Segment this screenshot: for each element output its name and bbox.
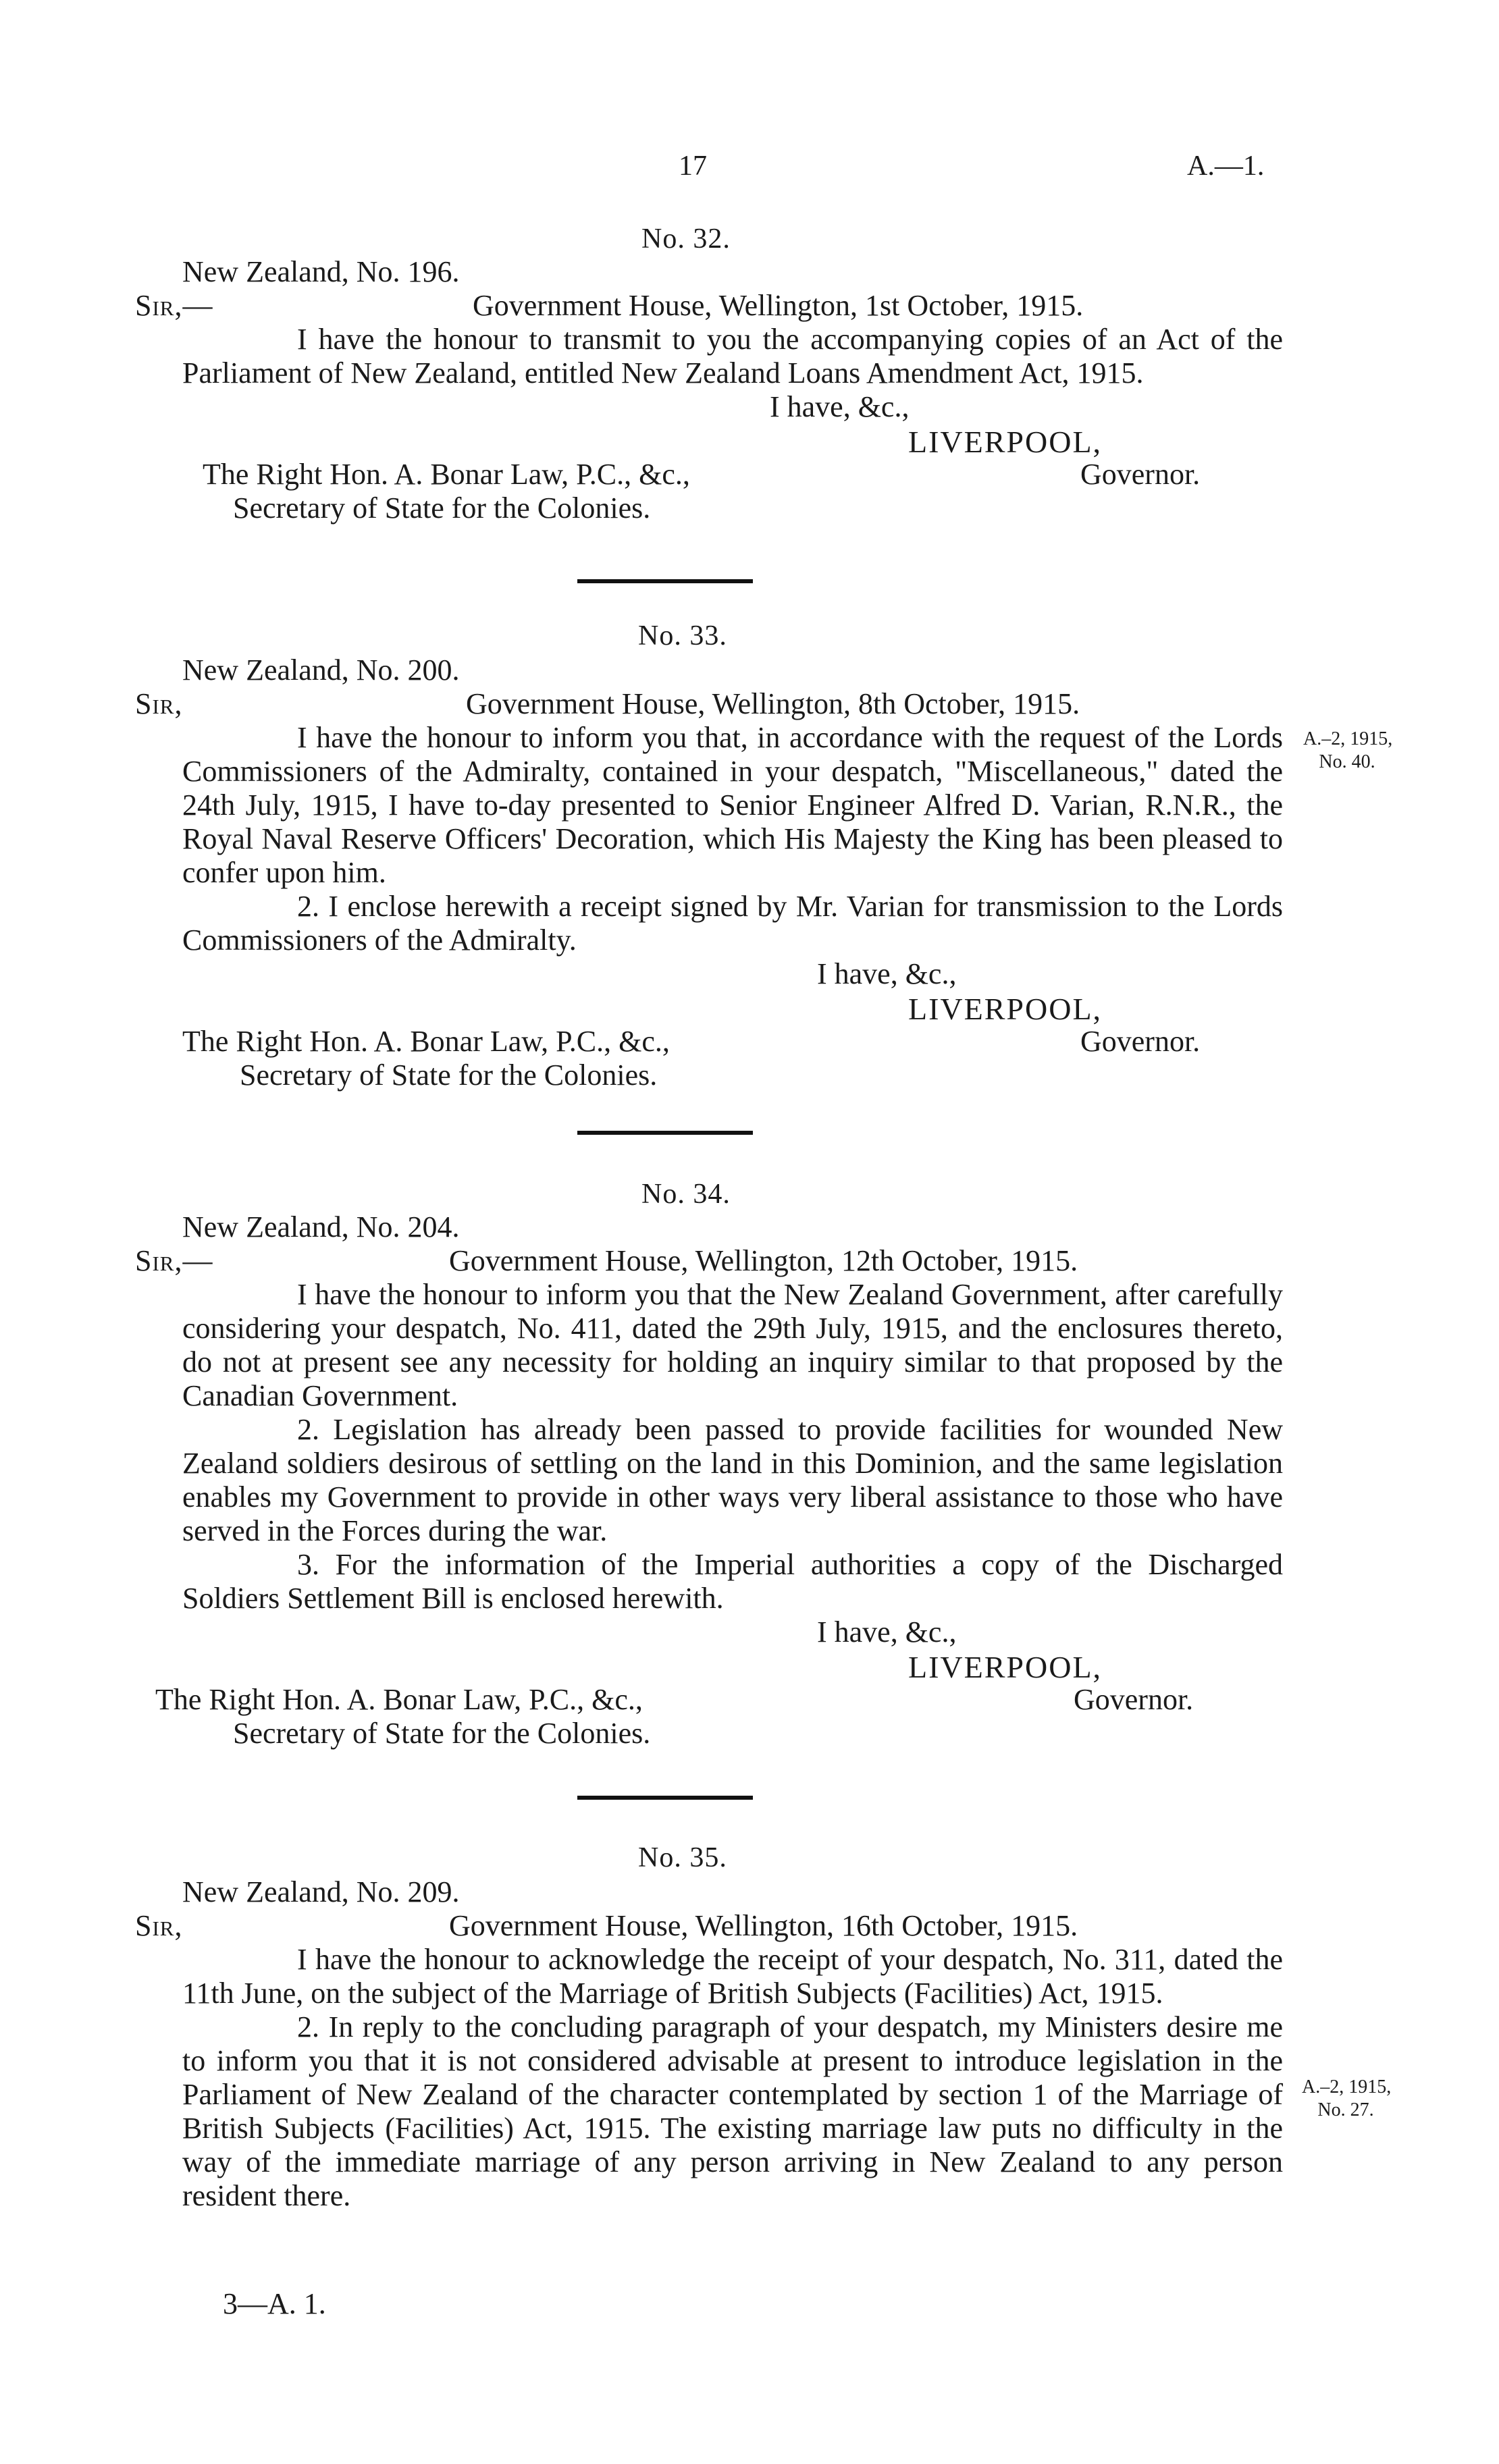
letter-number: No. 32. xyxy=(641,223,731,255)
signature: LIVERPOOL, xyxy=(908,425,1103,459)
sender-address: Government House, Wellington, 1st October, 1915. xyxy=(473,289,1084,322)
recipient-line: Secretary of State for the Colonies. xyxy=(240,1059,658,1092)
paragraph: I have the honour to inform you that the New Zealand Government, after carefully considering your despatch, No. 411, dated the 29th July, 1915, and the enclosures thereto, do not at present see any necessity for holding an inquiry similar to that proposed by the Canadian Government. xyxy=(182,1278,1283,1412)
margin-note-line: No. 27. xyxy=(1317,2099,1374,2120)
salutation: Sir, xyxy=(135,1909,183,1942)
salutation: Sir,— xyxy=(135,289,213,322)
recipient-line: The Right Hon. A. Bonar Law, P.C., &c., xyxy=(155,1683,643,1716)
section-divider xyxy=(577,579,753,583)
margin-note-line: A.–2, 1915, xyxy=(1303,728,1393,749)
margin-note-line: A.–2, 1915, xyxy=(1302,2077,1392,2097)
despatch-reference: New Zealand, No. 209. xyxy=(182,1875,460,1908)
recipient-line: The Right Hon. A. Bonar Law, P.C., &c., xyxy=(182,1025,670,1058)
paragraph: I have the honour to acknowledge the receipt of your despatch, No. 311, dated the 11th June, on the subject of the Marriage of British Subjects (Facilities) Act, 1915. xyxy=(182,1943,1283,2010)
letter-body xyxy=(182,323,1283,390)
letter-body xyxy=(182,1278,1283,1615)
signatory-title: Governor. xyxy=(1080,1025,1201,1058)
margin-note-line: No. 40. xyxy=(1319,751,1375,772)
despatch-reference: New Zealand, No. 200. xyxy=(182,653,460,687)
closing: I have, &c., xyxy=(817,1615,957,1649)
paragraph: I have the honour to transmit to you the accompanying copies of an Act of the Parliament of New Zealand, entitled New Zealand Loans Amendment Act, 1915. xyxy=(182,323,1283,390)
section-divider xyxy=(577,1796,753,1800)
despatch-reference: New Zealand, No. 196. xyxy=(182,255,460,288)
closing: I have, &c., xyxy=(817,957,957,990)
sender-address: Government House, Wellington, 12th October, 1915. xyxy=(449,1244,1078,1277)
paragraph: 2. I enclose herewith a receipt signed by Mr. Varian for transmission to the Lords Commissioners of the Admiralty. xyxy=(182,890,1283,957)
signature: LIVERPOOL, xyxy=(908,992,1103,1026)
recipient-line: Secretary of State for the Colonies. xyxy=(233,1717,651,1750)
section-divider xyxy=(577,1131,753,1135)
paragraph: I have the honour to inform you that, in accordance with the request of the Lords Commissioners of the Admiralty, contained in your despatch, "Miscellaneous," dated the 24th July, 1915, I have to-day presented to Senior Engineer Alfred D. Varian, R.N.R., the Royal Naval Reserve Officers' Decoration, which His Majesty the King has been pleased to confer upon him. xyxy=(182,721,1283,889)
margin-note xyxy=(1303,728,1391,774)
paragraph: 2. Legislation has already been passed to provide facilities for wounded New Zealand soldiers desirous of settling on the land in this Dominion, and the same legislation enables my Government to provide in other ways very liberal assistance to those who have served in the Forces during the war. xyxy=(182,1413,1283,1547)
signatory-title: Governor. xyxy=(1074,1683,1194,1716)
letter-number: No. 34. xyxy=(641,1179,731,1210)
salutation: Sir, xyxy=(135,687,183,720)
page-reference: A.—1. xyxy=(1187,151,1265,182)
despatch-reference: New Zealand, No. 204. xyxy=(182,1210,460,1243)
recipient-line: Secretary of State for the Colonies. xyxy=(233,491,651,525)
paragraph: 3. For the information of the Imperial authorities a copy of the Discharged Soldiers Settlement Bill is enclosed herewith. xyxy=(182,1548,1283,1615)
letter-body xyxy=(182,1943,1283,2213)
recipient-line: The Right Hon. A. Bonar Law, P.C., &c., xyxy=(203,458,690,491)
signature: LIVERPOOL, xyxy=(908,1650,1103,1684)
signatory-title: Governor. xyxy=(1080,458,1201,491)
paragraph: 2. In reply to the concluding paragraph of your despatch, my Ministers desire me to inform you that it is not considered advisable at present to introduce legislation in the Parliament of New Zealand of the character contemplated by section 1 of the Marriage of British Subjects (Facilities) Act, 1915. The existing marriage law puts no difficulty in the way of the immediate marriage of any person arriving in New Zealand to any person resident there. xyxy=(182,2010,1283,2212)
sender-address: Government House, Wellington, 8th October, 1915. xyxy=(466,687,1080,720)
letter-number: No. 33. xyxy=(638,620,727,651)
letter-number: No. 35. xyxy=(638,1842,727,1873)
page-number: 17 xyxy=(679,151,707,182)
closing: I have, &c., xyxy=(770,390,910,423)
salutation: Sir,— xyxy=(135,1244,213,1277)
margin-note xyxy=(1302,2076,1390,2122)
letter-body xyxy=(182,721,1283,957)
signature-mark: 3—A. 1. xyxy=(223,2287,326,2320)
sender-address: Government House, Wellington, 16th October, 1915. xyxy=(449,1909,1078,1942)
